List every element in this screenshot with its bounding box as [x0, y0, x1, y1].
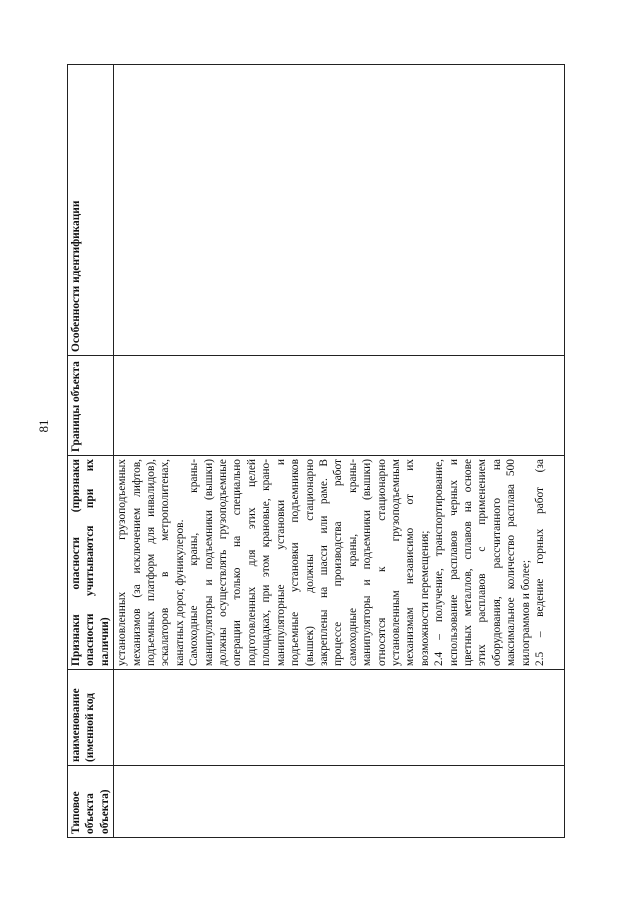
- hazard-text-line: механизмов (за исключением лифтов,: [130, 459, 143, 666]
- header-object-type: [68, 766, 114, 838]
- hazard-text-line: подъемных платформ для инвалидов),: [145, 459, 158, 666]
- table-body-row: [114, 65, 565, 838]
- hazard-text-line: относятся к стационарно: [375, 459, 388, 666]
- hazard-text-line: 2.4 – получение, транспортирование,: [433, 459, 446, 666]
- hazard-text-line: площадках, при этом крановые, крано-: [260, 459, 273, 666]
- hazard-text-line: канатных дорог, фуникулеров.: [173, 519, 186, 666]
- table-header-row: [68, 65, 114, 838]
- header-line: наименование: [70, 688, 82, 762]
- hazard-text-line: должны осуществлять грузоподъемные: [217, 459, 230, 666]
- cell-object-name: [114, 670, 565, 766]
- header-identification-features: Особенности идентификации: [68, 65, 114, 356]
- object-identification-table: [67, 64, 565, 838]
- hazard-text-line: цветных металлов, сплавов на основе: [461, 459, 474, 666]
- hazard-text-line: установленным грузоподъемным: [389, 459, 402, 666]
- header-line: Признаки опасности (признаки: [70, 459, 82, 666]
- hazard-text-line: процессе производства работ: [332, 459, 345, 666]
- cell-object-boundaries: [114, 356, 565, 456]
- hazard-text-line: подъемные установки подъемников: [289, 459, 302, 666]
- header-line: объекта: [84, 793, 97, 834]
- hazard-text-line: эскалаторов в метрополитенах,: [159, 459, 172, 666]
- cell-hazard-signs: [114, 456, 565, 670]
- hazard-text-line: установленных грузоподъемных: [116, 459, 129, 666]
- hazard-text-line: Самоходные краны, краны-: [188, 459, 201, 666]
- cell-object-type: [114, 766, 565, 838]
- hazard-text-line: максимальное количество расплава 500: [505, 459, 518, 666]
- hazard-text-line: самоходные краны, краны-: [346, 459, 359, 666]
- hazard-text-line: использование расплавов черных и: [447, 459, 460, 666]
- hazard-text-line: манипуляторные установки и: [274, 459, 287, 666]
- hazard-text-line: (вышек) должны стационарно: [303, 459, 316, 666]
- hazard-text-line: закреплены на шасси или раме. В: [317, 459, 330, 666]
- header-object-name: [68, 670, 114, 766]
- hazard-text-line: оборудования, рассчитанного на: [490, 459, 503, 666]
- hazard-text-line: возможности перемещения;: [418, 530, 431, 666]
- hazard-text-line: подготовленных для этих целей: [245, 459, 258, 666]
- rotated-table-container: [67, 65, 565, 838]
- header-line: Типовое: [70, 791, 82, 834]
- hazard-text-line: манипуляторы и подъемники (вышки): [361, 459, 374, 666]
- hazard-text-line: килограммов и более;: [519, 559, 532, 666]
- hazard-text-line: механизмам независимо от их: [404, 459, 417, 666]
- header-object-boundaries: Границы объекта: [68, 356, 114, 456]
- hazard-text-line: этих расплавов с применением: [476, 459, 489, 666]
- hazard-text-line: манипуляторы и подъемники (вышки): [202, 459, 215, 666]
- header-line: объекта): [98, 789, 111, 834]
- cell-identification-features: [114, 65, 565, 356]
- header-line: наличии): [98, 617, 111, 666]
- hazard-text-line: операции только на специально: [231, 459, 244, 666]
- header-line: (именной код: [84, 693, 97, 762]
- header-hazard-signs: [68, 456, 114, 670]
- page-number: 81: [36, 419, 51, 433]
- header-line: опасности учитываются при их: [84, 459, 97, 666]
- hazard-text-line: 2.5 – ведение горных работ (за: [534, 459, 546, 666]
